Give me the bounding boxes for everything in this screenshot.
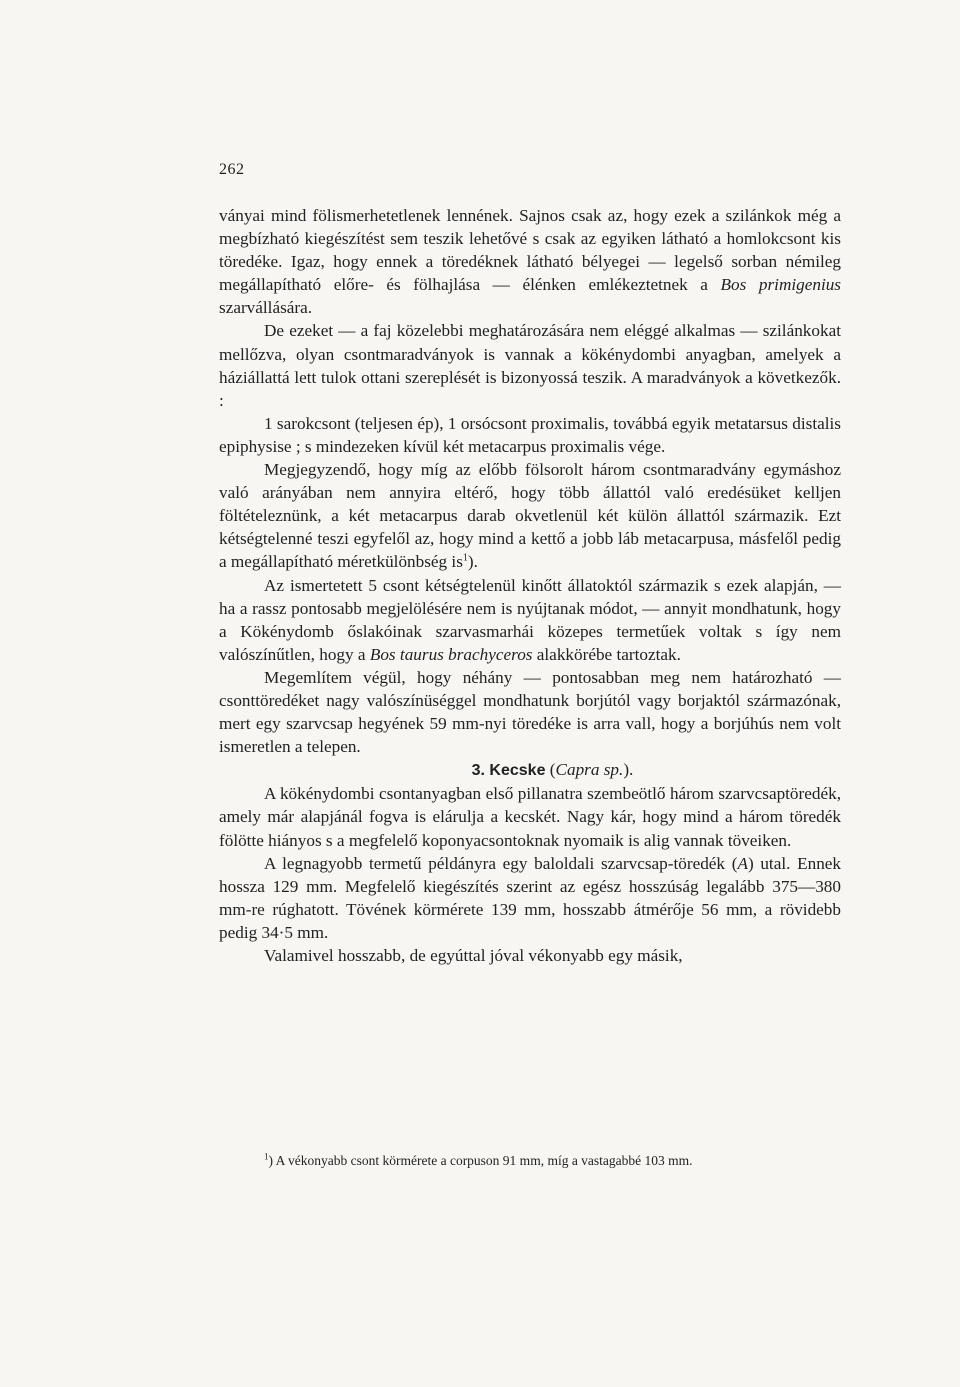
- paragraph-6: Megemlítem végül, hogy néhány — pontosabban meg nem határozható — csonttöredéket nagy valószínüséggel mondhatunk borjútól vagy borjaktól származónak, mert egy szarvcsap hegyének 59 mm-nyi töredéke is arra vall, hogy a borjúhús nem volt ismeretlen a telepen.: [219, 667, 841, 757]
- footnote-reference: 1: [462, 552, 468, 564]
- species-name: Bos taurus brachyceros: [369, 644, 533, 664]
- paragraph-5: Az ismertetett 5 csont kétségtelenül kinőtt állatoktól származik s ezek alapján, — ha a rassz pontosabb megjelölésére nem is nyújtanak módot, — annyit mondhatunk, hogy a Kökénydomb őslakóinak szarvasmarhái közepes termetűek voltak s így nem valószínűtlen, hogy a Bos taurus brachyceros alakkörébe tartoztak.: [219, 575, 841, 664]
- paragraph-9: Valamivel hosszabb, de egyúttal jóval vékonyabb egy másik,: [264, 946, 683, 965]
- paragraph-7: A kökénydombi csontanyagban első pillanatra szembeötlő három szarvcsaptöredék, amely már alapjánál fogva is elárulja a kecskét. Nagy kár, hogy mind a három töredék fölötte hiányos s a megfelelő koponyacsontoknak nyomaik is alig vannak töveiken.: [219, 784, 841, 850]
- species-name: Bos primigenius: [720, 275, 841, 295]
- paragraph-3: 1 sarokcsont (teljesen ép), 1 orsócsont proximalis, továbbá egyik metatarsus distalis epiphysise ; s mindezeken kívül két metacarpus proximalis vége.: [219, 413, 841, 456]
- species-name: Capra sp.: [555, 760, 624, 780]
- footnote-mark: 1: [264, 1151, 269, 1162]
- paragraph-8: A legnagyobb termetű példányra egy baloldali szarvcsap-töredék (A) utal. Ennek hossza 129 mm. Megfelelő kiegészítés szerint az egész hosszúság legalább 375—380 mm-re rúghatott. Tövének körmérete 139 mm, hosszabb átmérője 56 mm, a rövidebb pedig 34·5 mm.: [219, 853, 842, 942]
- paragraph-4: Megjegyzendő, hogy míg az előbb fölsorolt három csontmaradvány egymáshoz való arányában nem annyira eltérő, hogy több állattól való eredésüket kelljen föltételeznünk, a két metacarpus darab okvetlenül két külön állattól származik. Ezt kétségtelenné teszi egyfelől az, hogy mind a kettő a jobb láb metacarpusa, másfelől pedig a megállapítható méretkülönbség $is^1$).: [219, 460, 841, 572]
- page-number: 262: [219, 161, 245, 178]
- paragraph-2: De ezeket — a faj közelebbi meghatározására nem eléggé alkalmas — szilánkokat mellőzva, olyan csontmaradványok is vannak a kökénydombi anyagban, amelyek a háziállattá lett tulok ottani szereplését is bizonyossá teszik. A maradványok a következők. :: [219, 321, 841, 410]
- section-heading: 3. Kecske (Capra sp.).: [471, 760, 634, 780]
- footnote: $^1$) A vékonyabb csont körmérete a corpuson 91 mm, míg a vastagabbé 103 mm.: [264, 1151, 693, 1168]
- body-text: [219, 204, 841, 967]
- paragraph-1: ványai mind fölismerhetetlenek lennének. Sajnos csak az, hogy ezek a szilánkok még a megbízható kiegészítést sem teszik lehetővé s csak az egyiken látható a homlokcsont kis töredéke. Igaz, hogy ennek a töredéknek látható bélyegei — legelső sorban némileg megállapítható előre- és fölhajlása — élénken emlékeztetnek a Bos primigenius szarvállására.: [219, 206, 841, 318]
- specimen-label: A: [737, 853, 748, 873]
